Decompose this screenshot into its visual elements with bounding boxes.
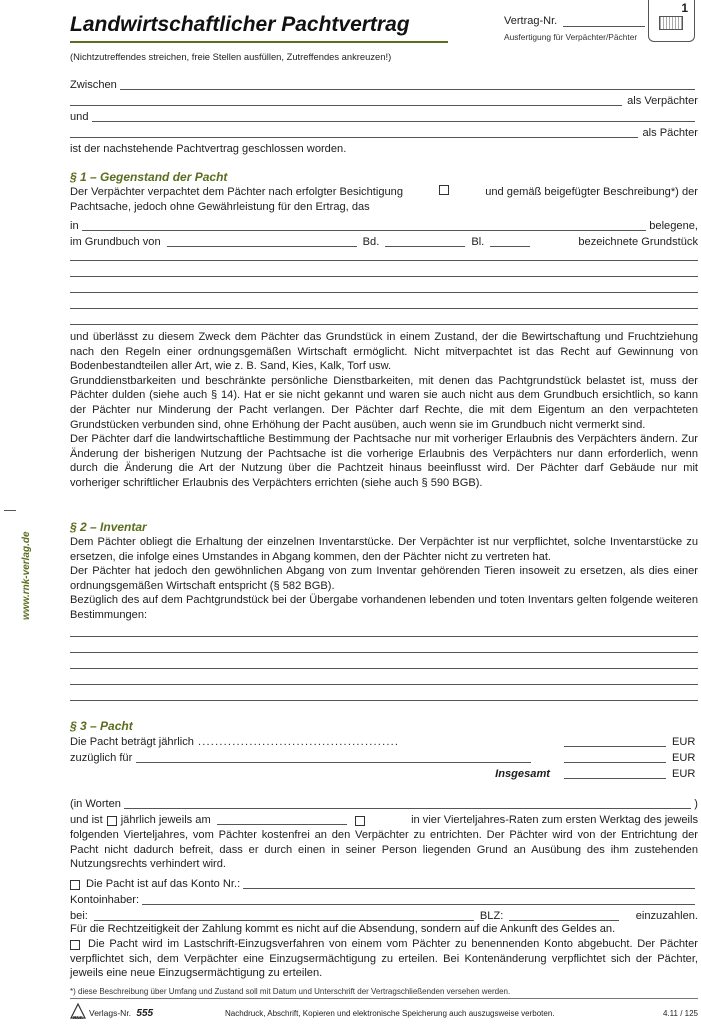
row-grundbuch: [70, 235, 698, 250]
einzuzahlen-label: einzuzahlen.: [635, 910, 698, 922]
konto-checkbox[interactable]: [70, 880, 80, 890]
section-3-heading: § 3 – Pacht: [70, 719, 133, 733]
s2-p3: Bezüglich des auf dem Pachtgrundstück bei der Übergabe vorhandenen lebenden und toten Inventars gelten folgende weiteren Bestimmungen:: [70, 594, 698, 621]
section-2-heading: § 2 – Inventar: [70, 520, 147, 534]
side-url: www.rnk-verlag.de: [21, 531, 32, 620]
s1-intro-b: und gemäß beigefügter Beschreibung*) der: [485, 186, 698, 198]
s1-blank-line[interactable]: [70, 292, 698, 293]
dot-leader: ...............................................: [197, 736, 400, 748]
s2-blank-line[interactable]: [70, 700, 698, 701]
bd-field[interactable]: [385, 246, 465, 247]
insgesamt-amount-field[interactable]: [564, 778, 666, 779]
zuzueglich-amount-field[interactable]: [564, 762, 666, 763]
rechtzeitigkeit: Für die Rechtzeitigkeit der Zahlung kommt es nicht auf die Absendung, sondern auf die Ankunft des Geldes an.: [70, 923, 616, 935]
und-field[interactable]: [92, 121, 695, 122]
s1-paragraphs: [70, 330, 698, 491]
verlag-label: Verlags-Nr.: [89, 1008, 132, 1018]
copy-number: 1: [681, 1, 688, 15]
jaehrlich-amount-field[interactable]: [564, 746, 666, 747]
footnote: *) diese Beschreibung über Umfang und Zustand soll mit Datum und Unterschrift der Vertragschließenden versehen werden.: [70, 987, 511, 996]
konto-field[interactable]: [243, 888, 695, 889]
jaehrlich-label: Die Pacht beträgt jährlich: [70, 736, 194, 748]
jaehrlich-am-label: jährlich jeweils am: [120, 814, 211, 826]
vertrag-nr-field[interactable]: [563, 26, 645, 27]
form-code: 4.11 / 125: [663, 1009, 698, 1018]
row-zwischen: [70, 78, 698, 93]
s1-p1: und überlässt zu diesem Zweck dem Pächter das Grundstück in einem Zustand, der die Bewirtschaftung und Fruchtziehung nach den Regeln einer ordnungsgemäßen Wirtschaft ermöglicht. Nicht mitverpachtet ist das Recht auf Gewinnung von Bodenbestandteilen aller Art, wie z. B. Sand, Kies, Kalk, Torf usw.: [70, 331, 698, 373]
section-1-heading: § 1 – Gegenstand der Pacht: [70, 170, 228, 184]
row-in: [70, 219, 698, 234]
in-field[interactable]: [82, 230, 647, 231]
lastschrift-text: Die Pacht wird im Lastschrift-Einzugsverfahren von einem vom Pächter zu benennenden Konto abgebucht. Der Pächter verpflichtet sich, dem Verpächter eine Einzugsermächtigung zu erteilen. Bei Kontenänderung verpflichtet sich der Pächter, jeweils eine neue Einzugsermächtigung zu erteilen.: [70, 938, 698, 980]
bei-label: bei:: [70, 910, 88, 922]
in-worten-label: (in Worten: [70, 798, 121, 810]
paechter-field[interactable]: [70, 137, 638, 138]
s1-blank-line[interactable]: [70, 276, 698, 277]
vierteljahres-checkbox[interactable]: [355, 816, 365, 826]
belegene-label: belegene,: [649, 220, 698, 232]
s1-p3: Der Pächter darf die landwirtschaftliche Bestimmung der Pachtsache nur mit vorheriger Erlaubnis des Verpächters ändern. Zur Änderung der bisherigen Nutzung der Pachtsache ist die vorherige Erlaubnis des Verpächters nur dann erforderlich, wenn durch die Änderung die Art der Nutzung über die Pachtzeit hinaus beeinflusst wird. Der Pächter darf Gebäude nur mit vorheriger schriftlicher Erlaubnis des Verpächters errichten (siehe auch § 590 BGB).: [70, 433, 698, 489]
lastschrift-checkbox[interactable]: [70, 940, 80, 950]
ausfertigung-label: Ausfertigung für Verpächter/Pächter: [504, 32, 638, 42]
logo-text: RNK: [73, 1015, 83, 1020]
und-ist-label: und ist: [70, 814, 103, 826]
footer-rule: [70, 998, 698, 999]
s3-p1-text: folgenden Vierteljahres, vom Pächter kostenfrei an den Verpächter zu entrichten. Der Pächter wird von der Entrichtung der Pacht nicht dadurch befreit, dass er durch einen in seiner Person liegenden Grund an Ausübung des ihm zustehenden Nutzungsrechts verhindert wird.: [70, 829, 698, 871]
bl-field[interactable]: [490, 246, 530, 247]
kontoinhaber-label: Kontoinhaber:: [70, 894, 140, 906]
s2-paragraphs: [70, 535, 698, 623]
s1-p2: Grunddienstbarkeiten und beschränkte persönliche Dienstbarkeiten, mit denen das Pachtgrundstück belastet ist, muss der Pächter dulden (siehe auch § 14). Hat er sie nicht gekannt und waren sie auch nicht aus dem Grundbuch ersichtlich, so kann der Pächter nur Minderung der Pacht verlangen. Der Pächter darf Rechte, die mit dem Eigentum an den verpachteten Grundstücken verbunden sind, ohne Erhöhung der Pacht ausüben, auch wenn sie im Grundbuch nicht vermerkt sind.: [70, 374, 698, 431]
verlag-number: 555: [136, 1008, 154, 1019]
row-und: [70, 110, 698, 125]
in-label: in: [70, 220, 79, 232]
s1-blank-line[interactable]: [70, 260, 698, 261]
in-worten-field[interactable]: [124, 808, 691, 809]
vierteljahres-label: in vier Vierteljahres-Raten zum ersten Werktag des jeweils: [411, 814, 698, 826]
grundbuch-field[interactable]: [167, 246, 357, 247]
row-zuzueglich: [70, 751, 698, 766]
kontoinhaber-field[interactable]: [142, 904, 695, 905]
s3-p1: [70, 828, 698, 872]
s1-blank-line[interactable]: [70, 324, 698, 325]
s1-intro: [70, 185, 698, 200]
copy-badge: [648, 0, 695, 42]
zuzueglich-field[interactable]: [136, 762, 531, 763]
zwischen-field[interactable]: [120, 89, 695, 90]
bd-label: Bd.: [362, 236, 380, 248]
rnk-logo: [70, 1003, 86, 1019]
header-rule: [70, 41, 448, 43]
insgesamt-label: Insgesamt: [495, 768, 550, 780]
row-und-ist: [70, 813, 698, 828]
s2-p1: Dem Pächter obliegt die Erhaltung der einzelnen Inventarstücke. Der Verpächter ist nur verpflichtet, solche Inventarstücke zu ersetzen, die infolge eines Umstandes in Abgang kommen, den der Pächter nicht zu vertreten hat.: [70, 536, 698, 563]
lastschrift-paragraph: [70, 937, 698, 981]
eur-label: EUR: [672, 768, 696, 780]
instructions: (Nichtzutreffendes streichen, freie Stellen ausfüllen, Zutreffendes ankreuzen!): [70, 51, 392, 62]
blz-field[interactable]: [509, 920, 619, 921]
s1-intro-a: Der Verpächter verpachtet dem Pächter nach erfolgter Besichtigung: [70, 186, 403, 198]
jaehrlich-checkbox[interactable]: [107, 816, 117, 826]
bl-label: Bl.: [471, 236, 485, 248]
row-konto: [70, 877, 698, 892]
bezeichnete-label: bezeichnete Grundstück: [578, 236, 698, 248]
vertrag-nr-label: Vertrag-Nr.: [504, 15, 558, 27]
blz-label: BLZ:: [479, 910, 504, 922]
parties-closing: ist der nachstehende Pachtvertrag geschlossen worden.: [70, 143, 347, 155]
paechter-label: als Pächter: [642, 127, 698, 139]
s2-p2: Der Pächter hat jedoch den gewöhnlichen Abgang von zum Inventar gehörenden Tieren insoweit zu ersetzen, als dies einer ordnungsgemäßen Wirtschaft entspricht (§ 582 BGB).: [70, 565, 698, 592]
s2-blank-line[interactable]: [70, 684, 698, 685]
document-page: [70, 0, 698, 1024]
s1-blank-line[interactable]: [70, 308, 698, 309]
zwischen-label: Zwischen: [70, 79, 117, 91]
besichtigung-checkbox[interactable]: [439, 185, 449, 195]
row-kontoinhaber: [70, 893, 698, 908]
close-paren: ): [694, 798, 698, 810]
verpaechter-field[interactable]: [70, 105, 622, 106]
und-label: und: [70, 111, 89, 123]
eur-label: EUR: [672, 736, 696, 748]
row-paechter: [70, 126, 698, 141]
row-jaehrlich: [70, 735, 698, 750]
fold-mark: [4, 510, 16, 511]
s1-intro-c: Pachtsache, jedoch ohne Gewährleistung für den Ertrag, das: [70, 201, 370, 213]
verpaechter-label: als Verpächter: [627, 95, 698, 107]
verlag-nr: [89, 1006, 153, 1022]
stack-icon: [659, 16, 683, 30]
page-title: Landwirtschaftlicher Pachtvertrag: [70, 13, 410, 36]
eur-label: EUR: [672, 752, 696, 764]
jaehrlich-am-field[interactable]: [217, 824, 347, 825]
s2-blank-line[interactable]: [70, 652, 698, 653]
bei-field[interactable]: [94, 920, 474, 921]
row-verpaechter: [70, 94, 698, 109]
konto-label: Die Pacht ist auf das Konto Nr.:: [86, 878, 241, 890]
zuzueglich-label: zuzüglich für: [70, 752, 133, 764]
grundbuch-label: im Grundbuch von: [70, 236, 161, 248]
s2-blank-line[interactable]: [70, 636, 698, 637]
row-insgesamt: [70, 767, 698, 782]
s2-blank-line[interactable]: [70, 668, 698, 669]
copyright-notice: Nachdruck, Abschrift, Kopieren und elektronische Speicherung auch auszugsweise verboten.: [225, 1009, 555, 1018]
row-in-worten: [70, 797, 698, 812]
